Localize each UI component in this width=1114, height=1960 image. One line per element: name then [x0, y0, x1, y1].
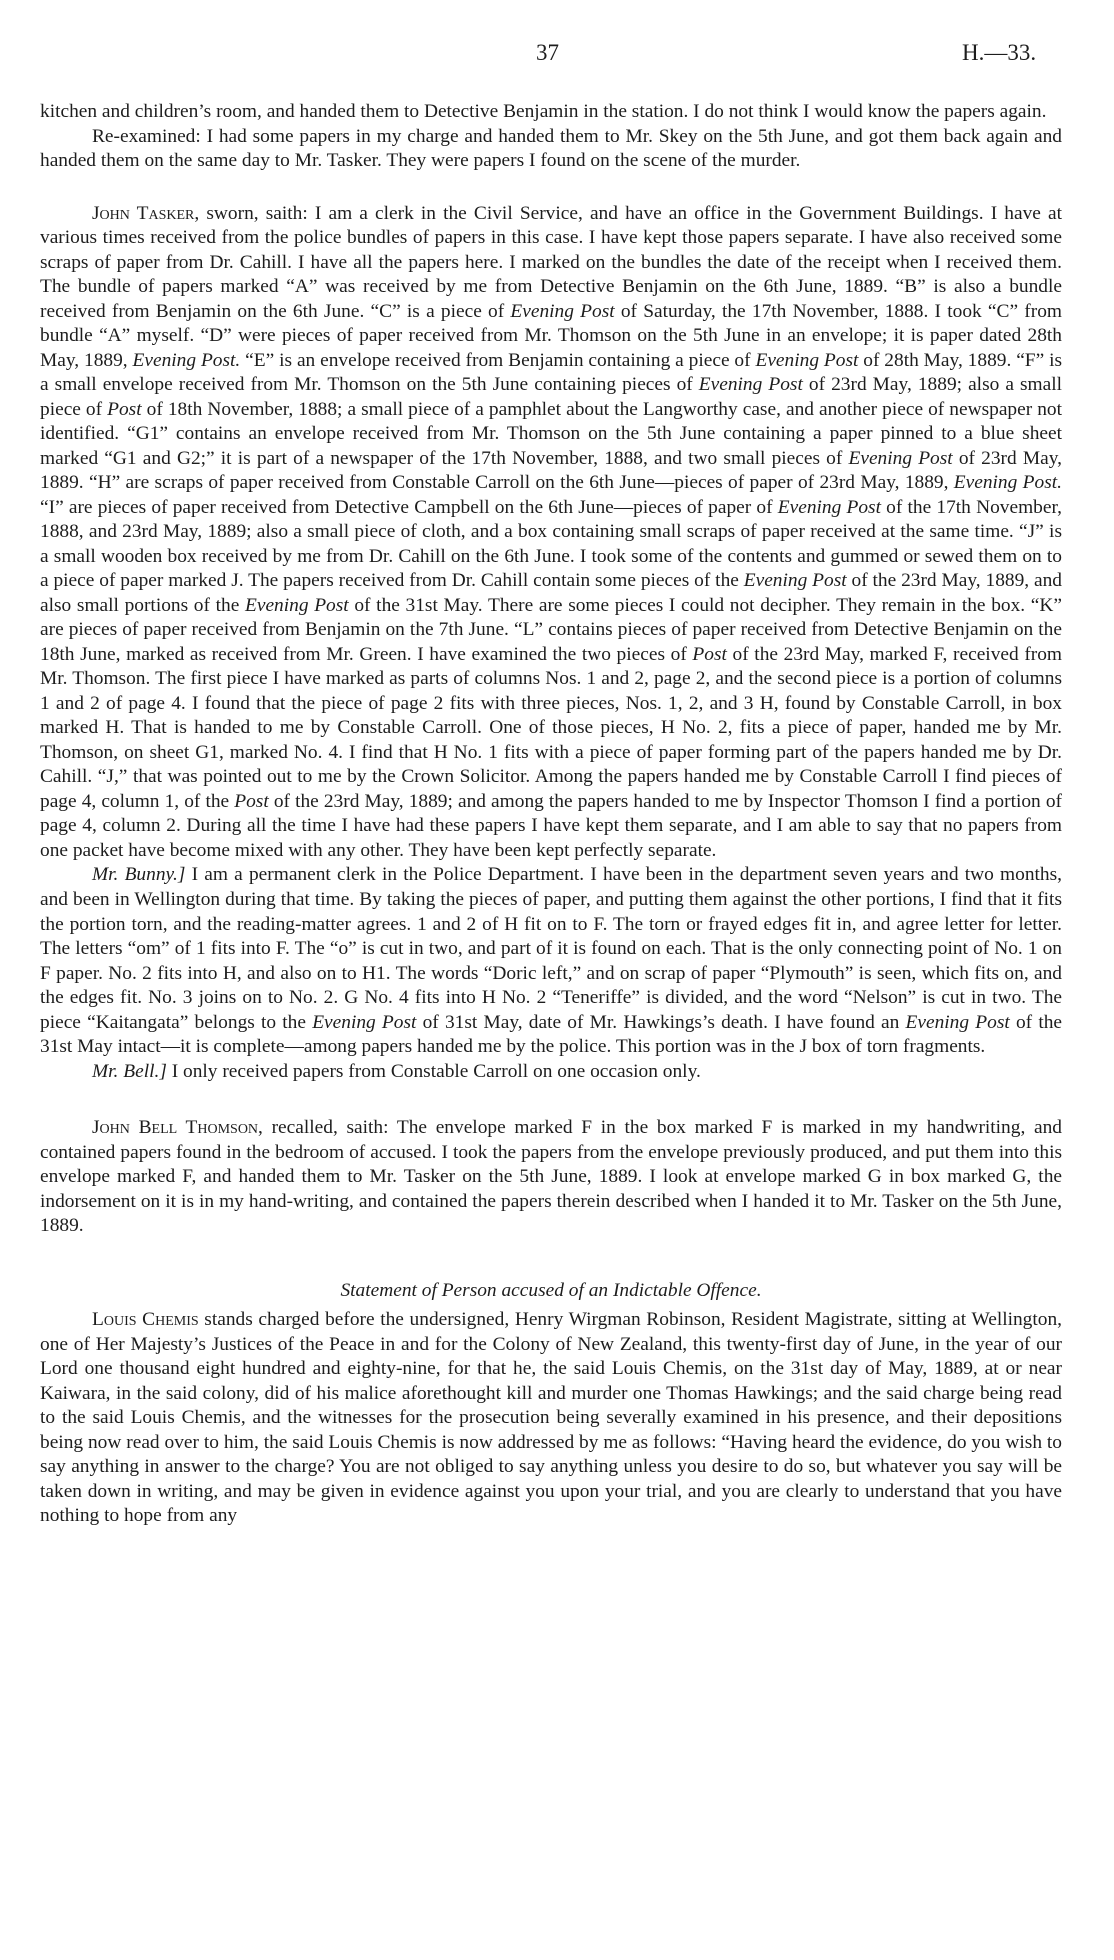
paragraph-statement: Louis Chemis stands charged before the undersigned, Henry Wirgman Robinson, Resident Magistrate, sitting at Wellington, one of Her Majesty’s Justices of the Peace in and for the Colony of New Zealand, this twenty-first day of June, in the year of our Lord one thousand eight hundred and eighty-nine, for that he, the said Louis Chemis, on the 31st day of May, 1889, at or near Kaiwara, in the said colony, did of his malice aforethought kill and murder one Thomas Hawkings; and the said charge being read to the said Louis Chemis, and the witnesses for the prosecution being severally examined in his presence, and their depositions being now read over to him, the said Louis Chemis is now addressed by me as follows: “Having heard the evidence, do you wish to say anything in answer to the charge? You are not obliged to say anything unless you desire to do so, but whatever you say will be taken down in writing, and may be given in evidence against you upon your trial, and you are clearly to understand that you have nothing to hope from any [40, 1309, 1062, 1527]
witness-name: John Tasker, [92, 202, 200, 224]
paragraph-thomson-evidence: John Bell Thomson, recalled, saith: The envelope marked F in the box marked F is marked in my handwriting, and contained papers found in the bedroom of accused. I took the papers from the envelope previously produced, and put them into this envelope marked F, and handed them to Mr. Tasker on the 5th June, 1889. I look at envelope marked G in box marked G, the indorsement on it is in my hand-writing, and contained the papers therein described when I handed it to Mr. Tasker on the 5th June, 1889. [40, 1117, 1062, 1237]
examiner-name: Mr. Bell.] [92, 1060, 167, 1082]
paragraph-cross-examined-bunny: Mr. Bunny.] I am a permanent clerk in the Police Department. I have been in the department seven years and two months, and been in Wellington during that time. By taking the pieces of paper, and putting them against the other portions, I find that it fits the portion torn, and the reading-matter agrees. 1 and 2 of H fit on to F. The torn or frayed edges fit in, and agree letter for letter. The letters “om” of 1 fits into F. The “o” is cut in two, and part of it is found on each. That is the only connecting point of No. 1 on F paper. No. 2 fits into H, and also on to H1. The words “Doric left,” and on scrap of paper “Plymouth” is seen, which fits on, and the edges fit. No. 3 joins on to No. 2. G No. 4 fits into H No. 2 “Teneriffe” is divided, and the word “Nelson” is cut in two. The piece “Kaitangata” belongs to the Evening Post of 31st May, date of Mr. Hawkings’s death. I have found an Evening Post of the 31st May intact—it is complete—among papers handed me by the police. This portion was in the J box of torn fragments. [40, 864, 1063, 1058]
paragraph-tasker-evidence: John Tasker, sworn, saith: I am a clerk in the Civil Service, and have an office in the Government Buildings. I have at various times received from the police bundles of papers in this case. I have kept those papers separate. I have also received some scraps of paper from Dr. Cahill. I have all the papers here. I marked on the bundles the date of the receipt when I received them. The bundle of papers marked “A” was received by me from Detective Benjamin on the 6th June, 1889. “B” is also a bundle received from Benjamin on the 6th June. “C” is a piece of Evening Post of Saturday, the 17th November, 1888. I took “C” from bundle “A” myself. “D” were pieces of paper received from Mr. Thomson on the 5th June in an envelope; it is paper dated 28th May, 1889, Evening Post. “E” is an envelope received from Benjamin containing a piece of Evening Post of 28th May, 1889. “F” is a small envelope received from Mr. Thomson on the 5th June containing pieces of Evening Post of 23rd May, 1889; also a small piece of Post of 18th November, 1888; a small piece of a pamphlet about the Langworthy case, and another piece of newspaper not identified. “G1” contains an envelope received from Mr. Thomson on the 5th June containing a paper pinned to a blue sheet marked “G1 and G2;” it is part of a newspaper of the 17th November, 1888, and two small pieces of Evening Post of 23rd May, 1889. “H” are scraps of paper received from Constable Carroll on the 6th June—pieces of paper of 23rd May, 1889, Evening Post. “I” are pieces of paper received from Detective Campbell on the 6th June—pieces of paper of Evening Post of the 17th November, 1888, and 23rd May, 1889; also a small piece of cloth, and a box containing small scraps of paper received at the same time. “J” is a small wooden box received by me from Dr. Cahill on the 6th June. I took some of the contents and gummed or sewed them on to a piece of paper marked J. The papers received from Dr. Cahill contain some pieces of the Evening Post of the 23rd May, 1889, and also small portions of the Evening Post of the 31st May. There are some pieces I could not decipher. They remain in the box. “K” are pieces of paper received from Benjamin on the 7th June. “L” contains pieces of paper received from Detective Benjamin on the 18th June, marked as received from Mr. Green. I have examined the two pieces of Post of the 23rd May, marked F, received from Mr. Thomson. The first piece I have marked as parts of columns Nos. 1 and 2, page 2, and the second piece is a portion of columns 1 and 2 of page 4. I found that the piece of page 2 fits with three pieces, Nos. 1, 2, and 3 H, found by Constable Carroll, in box marked H. That is handed to me by Constable Carroll. One of those pieces, H No. 2, fits a piece of paper, handed me by Mr. Thomson, on sheet G1, marked No. 4. I find that H No. 1 fits with a piece of paper forming part of the papers handed me by Dr. Cahill. “J,” that was pointed out to me by the Crown Solicitor. Among the papers handed me by Constable Carroll I find pieces of page 4, column 1, of the Post of the 23rd May, 1889; and among the papers handed to me by Inspector Thomson I find a portion of page 4, column 2. During all the time I have had these papers I have kept them separate, and I am able to say that no papers from one packet have become mixed with any other. They have been kept perfectly separate. [40, 202, 1063, 861]
document-reference: H.—33. [962, 40, 1037, 65]
paragraph-continuation: kitchen and children’s room, and handed them to Detective Benjamin in the station. I do not think I would know the papers again. [40, 101, 1047, 122]
statement-heading: Statement of Person accused of an Indictable Offence. [340, 1279, 762, 1301]
accused-name: Louis Chemis [92, 1309, 199, 1331]
paragraph-re-examined: Re-examined: I had some papers in my charge and handed them to Mr. Skey on the 5th June, and got them back again and handed them on the same day to Mr. Tasker. They were papers I found on the scene of the murder. [40, 125, 1062, 172]
page-number: 37 [536, 40, 559, 65]
document-body [40, 100, 1062, 1529]
examiner-name: Mr. Bunny.] [92, 864, 186, 886]
paragraph-cross-examined-bell: Mr. Bell.] I only received papers from Constable Carroll on one occasion only. [92, 1060, 701, 1082]
witness-name: John Bell Thomson, [92, 1117, 263, 1139]
